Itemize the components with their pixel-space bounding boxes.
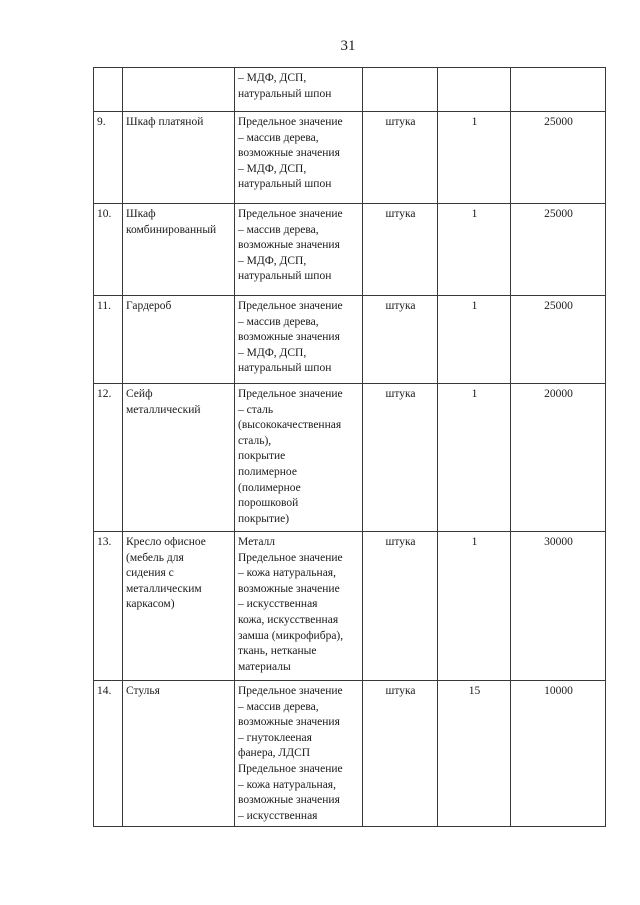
characteristics-line: сталь), xyxy=(238,434,272,447)
cell-price: 10000 xyxy=(511,681,606,827)
characteristics-line: возможные значение xyxy=(238,582,340,595)
characteristics-line: – массив дерева, xyxy=(238,223,319,236)
characteristics-line: порошковой xyxy=(238,497,299,510)
cell-item-name xyxy=(123,204,235,296)
cell-item-name xyxy=(123,112,235,204)
page-number: 31 xyxy=(340,38,356,54)
cell-item-name xyxy=(123,532,235,681)
cell-unit: штука xyxy=(363,384,438,532)
item-name-line: сидения с xyxy=(126,567,174,580)
characteristics-line: (высококачественная xyxy=(238,419,342,432)
characteristics-line: Предельное значение xyxy=(238,116,343,128)
cell-characteristics xyxy=(235,112,363,204)
characteristics-line: натуральный шпон xyxy=(238,178,332,191)
item-name-line: Шкаф xyxy=(126,208,156,220)
cell-number: 10. xyxy=(94,204,123,296)
characteristics-line: возможные значения xyxy=(238,239,340,252)
item-name-line: (мебель для xyxy=(126,551,184,564)
cell-quantity: 1 xyxy=(438,532,511,681)
characteristics-line: возможные значения xyxy=(238,716,340,729)
cell-characteristics xyxy=(235,296,363,384)
cell-price: 25000 xyxy=(511,112,606,204)
characteristics-line: (полимерное xyxy=(238,481,301,494)
table-row xyxy=(94,204,606,296)
characteristics-line: возможные значения xyxy=(238,794,340,807)
characteristics-line: – искусственная xyxy=(238,809,318,822)
item-name-line: Сейф xyxy=(126,388,153,400)
characteristics-line: ткань, нетканые xyxy=(238,645,317,658)
specification-table xyxy=(93,67,606,827)
cell-unit: штука xyxy=(363,532,438,681)
cell-unit: штука xyxy=(363,112,438,204)
cell-characteristics xyxy=(235,68,363,112)
characteristics-line: кожа, искусственная xyxy=(238,613,339,626)
characteristics-line: – кожа натуральная, xyxy=(238,567,336,580)
cell-item-name xyxy=(123,68,235,112)
characteristics-line: возможные значения xyxy=(238,147,340,160)
characteristics-line: – массив дерева, xyxy=(238,315,319,328)
cell-price: 25000 xyxy=(511,296,606,384)
item-name-line: Шкаф платяной xyxy=(126,116,204,128)
cell-characteristics xyxy=(235,204,363,296)
characteristics-line: замша (микрофибра), xyxy=(238,629,344,642)
cell-quantity: 1 xyxy=(438,384,511,532)
cell-item-name xyxy=(123,681,235,827)
characteristics-line: – массив дерева, xyxy=(238,700,319,713)
table-row xyxy=(94,296,606,384)
table-row xyxy=(94,681,606,827)
cell-number: 12. xyxy=(94,384,123,532)
item-name-line: Стулья xyxy=(126,685,160,697)
item-name-line: каркасом) xyxy=(126,598,175,611)
characteristics-line: фанера, ЛДСП xyxy=(238,747,311,760)
characteristics-line: – МДФ, ДСП, xyxy=(238,162,307,175)
characteristics-line: покрытие xyxy=(238,450,286,463)
characteristics-line: натуральный шпон xyxy=(238,87,332,100)
characteristics-line: Предельное значение xyxy=(238,208,343,220)
table-row xyxy=(94,532,606,681)
table-row xyxy=(94,112,606,204)
characteristics-line: натуральный шпон xyxy=(238,270,332,283)
characteristics-line: – массив дерева, xyxy=(238,131,319,144)
cell-quantity: 15 xyxy=(438,681,511,827)
characteristics-line: – гнутоклееная xyxy=(238,731,312,744)
cell-price: 25000 xyxy=(511,204,606,296)
item-name-line: Гардероб xyxy=(126,300,172,312)
characteristics-line: Предельное значение xyxy=(238,762,343,775)
table-row xyxy=(94,384,606,532)
cell-price: 20000 xyxy=(511,384,606,532)
characteristics-line: – сталь xyxy=(238,403,274,416)
cell-characteristics xyxy=(235,384,363,532)
characteristics-line: Металл xyxy=(238,536,276,548)
item-name-line: металлический xyxy=(126,403,201,416)
characteristics-line: покрытие) xyxy=(238,512,290,525)
cell-unit: штука xyxy=(363,296,438,384)
cell-price: 30000 xyxy=(511,532,606,681)
characteristics-line: натуральный шпон xyxy=(238,362,332,375)
characteristics-line: Предельное значение xyxy=(238,388,343,400)
characteristics-line: – кожа натуральная, xyxy=(238,778,336,791)
cell-quantity xyxy=(438,68,511,112)
item-name-line: металлическим xyxy=(126,582,202,595)
cell-number: 9. xyxy=(94,112,123,204)
characteristics-line: – МДФ, ДСП, xyxy=(238,254,307,267)
item-name-line: Кресло офисное xyxy=(126,536,206,548)
cell-number: 14. xyxy=(94,681,123,827)
characteristics-line: Предельное значение xyxy=(238,685,343,697)
characteristics-line: – искусственная xyxy=(238,598,318,611)
characteristics-line: материалы xyxy=(238,660,291,673)
cell-unit: штука xyxy=(363,204,438,296)
cell-unit xyxy=(363,68,438,112)
characteristics-line: Предельное значение xyxy=(238,300,343,312)
cell-characteristics xyxy=(235,681,363,827)
cell-item-name xyxy=(123,384,235,532)
item-name-line: комбинированный xyxy=(126,223,217,236)
cell-quantity: 1 xyxy=(438,204,511,296)
characteristics-line: – МДФ, ДСП, xyxy=(238,346,307,359)
cell-number xyxy=(94,68,123,112)
table-row xyxy=(94,68,606,112)
cell-characteristics xyxy=(235,532,363,681)
cell-quantity: 1 xyxy=(438,296,511,384)
characteristics-line: возможные значения xyxy=(238,331,340,344)
cell-number: 13. xyxy=(94,532,123,681)
cell-number: 11. xyxy=(94,296,123,384)
cell-unit: штука xyxy=(363,681,438,827)
characteristics-line: полимерное xyxy=(238,465,297,478)
cell-item-name xyxy=(123,296,235,384)
cell-price xyxy=(511,68,606,112)
cell-quantity: 1 xyxy=(438,112,511,204)
characteristics-line: Предельное значение xyxy=(238,551,343,564)
characteristics-line: – МДФ, ДСП, xyxy=(238,72,307,84)
